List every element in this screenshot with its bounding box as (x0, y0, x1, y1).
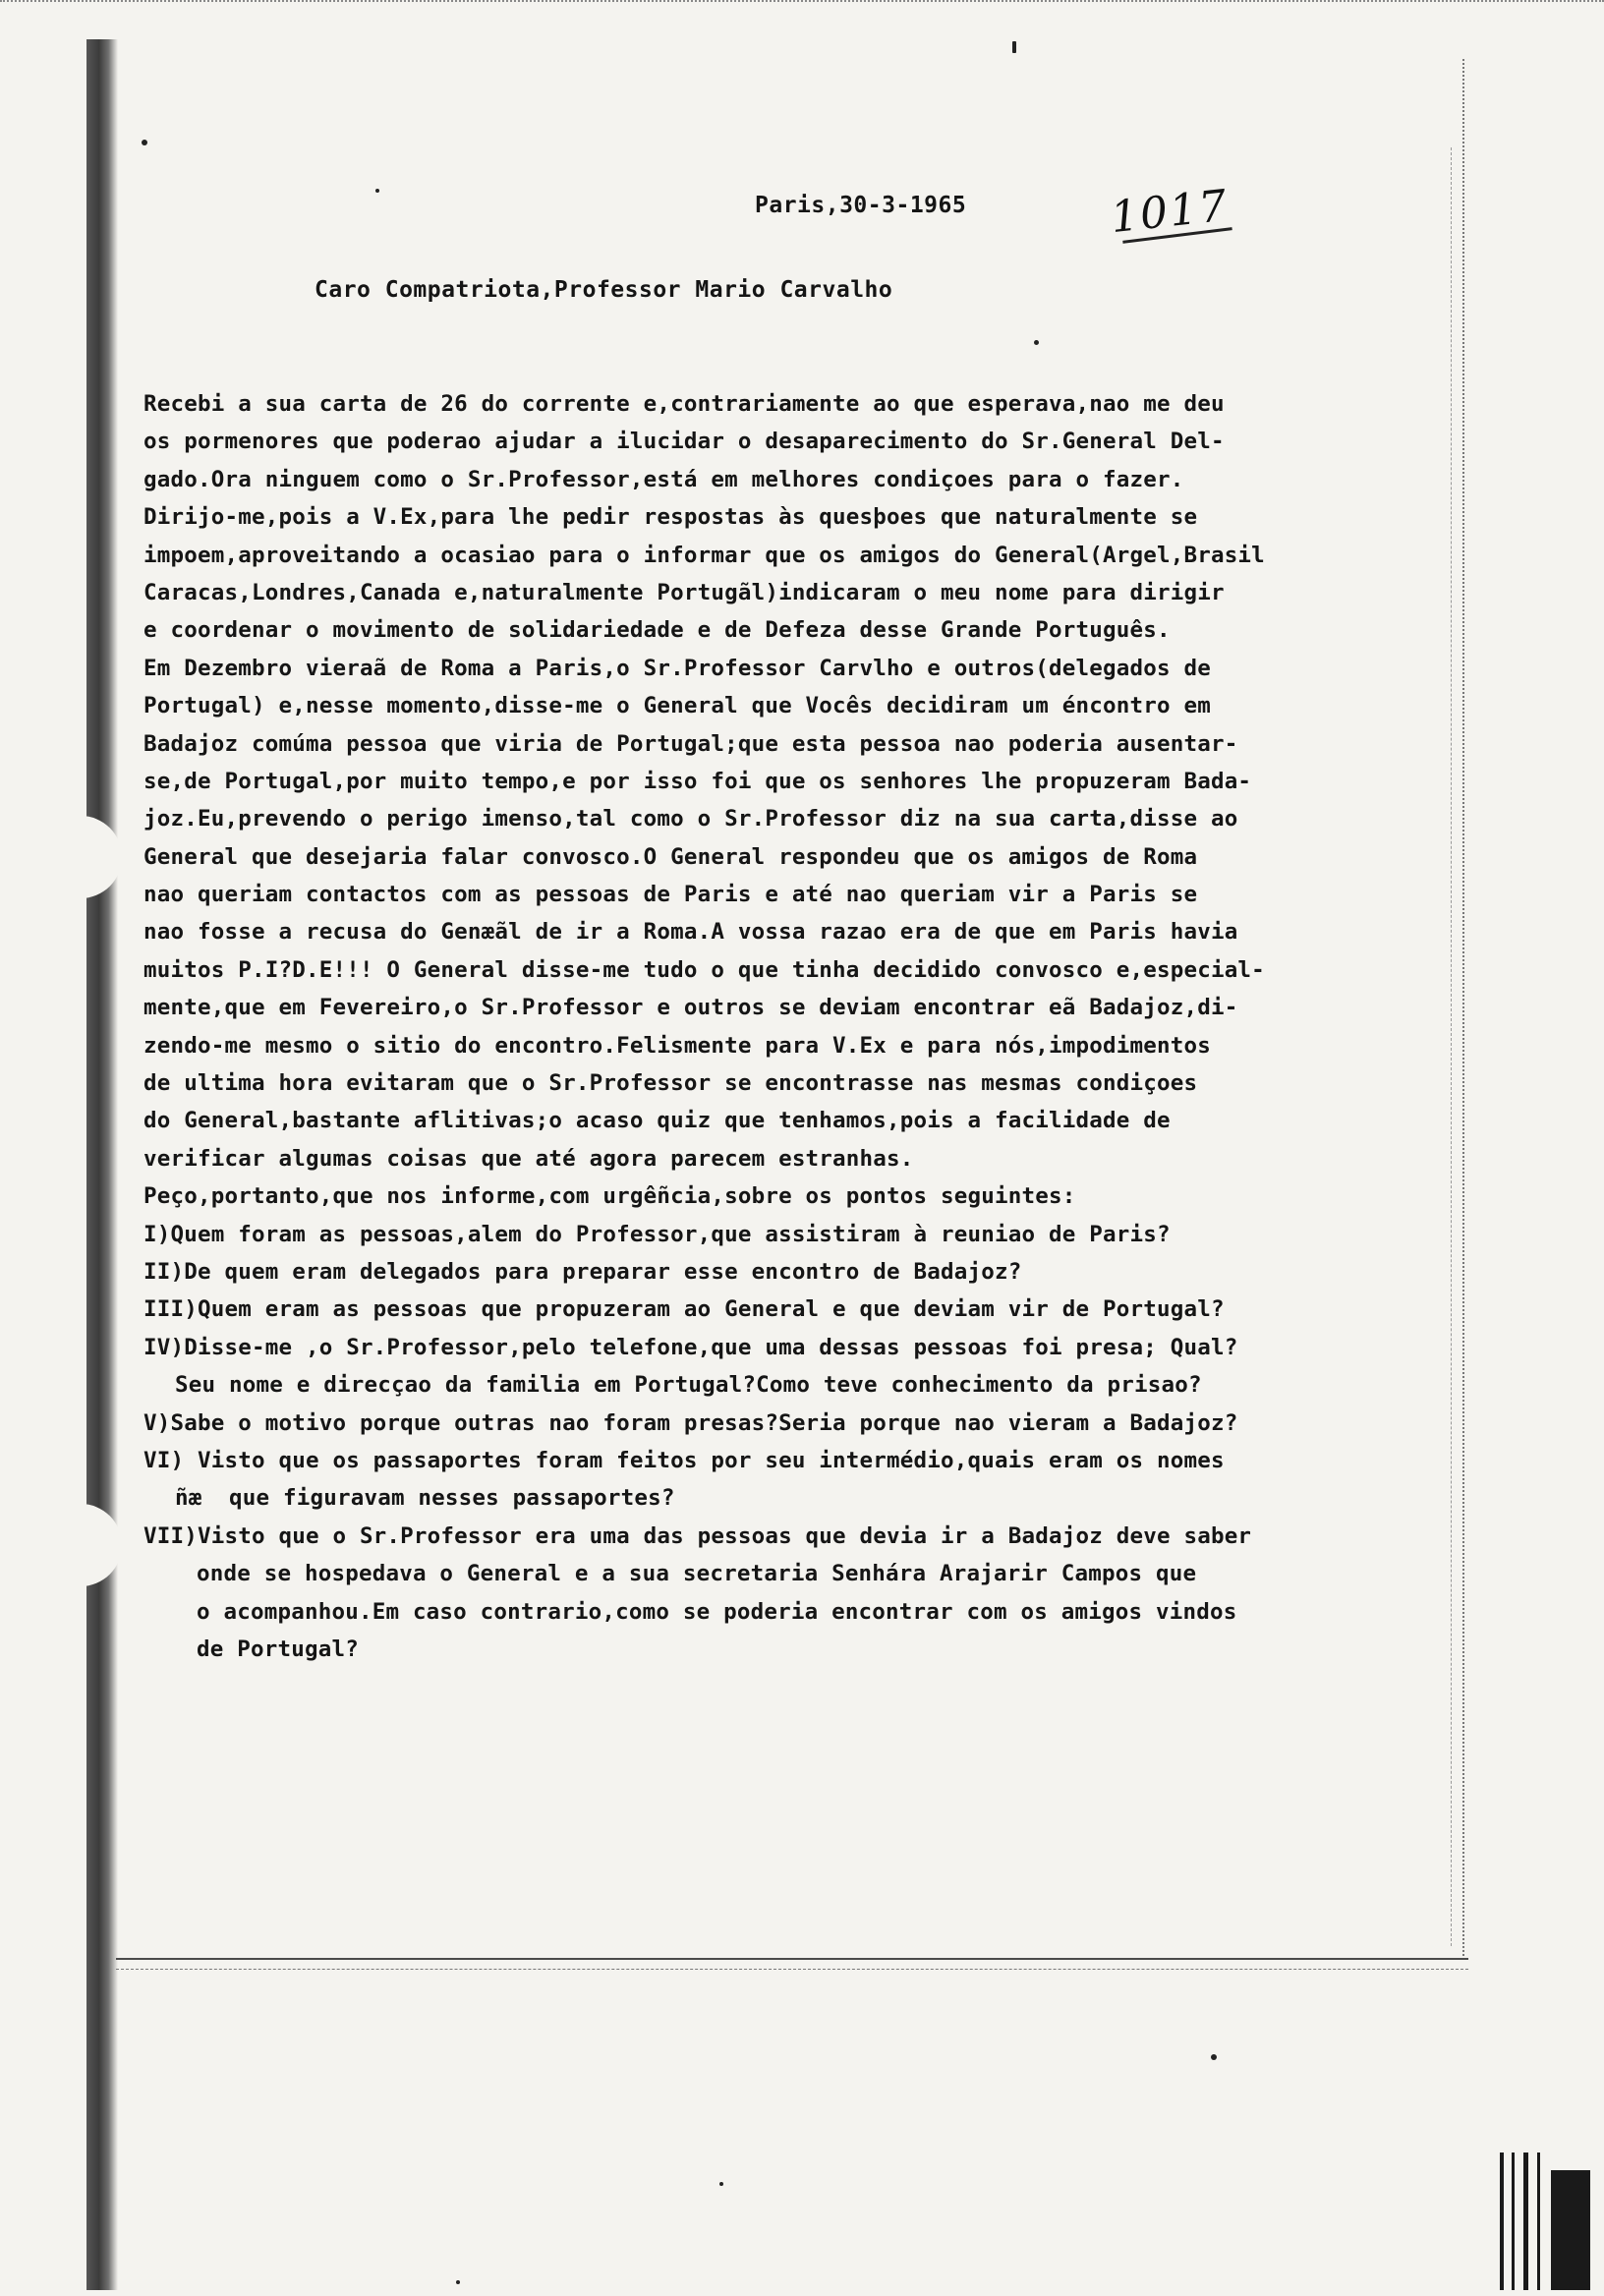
question-line: IV)Disse-me ,o Sr.Professor,pelo telefone,que uma dessas pessoas foi presa; Qual? (143, 1334, 1238, 1360)
letter-date: Paris,30-3-1965 (755, 193, 967, 218)
body-line: Badajoz comúma pessoa que viria de Portugal;que esta pessoa nao poderia ausentar- (143, 730, 1238, 757)
body-line: os pormenores que poderao ajudar a ilucidar o desaparecimento do Sr.General Del- (143, 429, 1225, 455)
body-line: joz.Eu,prevendo o perigo imenso,tal como o Sr.Professor diz na sua carta,disse ao (143, 806, 1238, 832)
body-line: impoem,aproveitando a ocasiao para o informar que os amigos do General(Argel,Brasil (143, 542, 1265, 568)
question-line: ñæ que figuravam nesses passaportes? (175, 1485, 675, 1512)
questions-list (143, 1216, 1461, 1669)
bottom-rule-dashed (116, 1969, 1468, 1970)
body-line: nao fosse a recusa do Genæãl de ir a Roma.A vossa razao era de que em Paris havia (143, 919, 1238, 946)
body-line: Recebi a sua carta de 26 do corrente e,contrariamente ao que esperava,nao me deu (143, 391, 1225, 417)
salutation: Caro Compatriota,Professor Mario Carvalho (315, 277, 893, 303)
body-line: Em Dezembro vieraã de Roma a Paris,o Sr.Professor Carvlho e outros(delegados de (143, 655, 1211, 681)
question-line: onde se hospedava o General e a sua secretaria Senhára Arajarir Campos que (197, 1561, 1197, 1587)
question-line: o acompanhou.Em caso contrario,como se poderia encontrar com os amigos vindos (197, 1598, 1237, 1625)
bottom-rule (116, 1958, 1468, 1960)
scan-top-edge (0, 0, 1604, 2)
body-line: Peço,portanto,que nos informe,com urgêñcia,sobre os pontos seguintes: (143, 1183, 1076, 1210)
letter-body (143, 385, 1461, 1668)
body-line: e coordenar o movimento de solidariedade e de Defeza desse Grande Português. (143, 617, 1171, 644)
body-line: Portugal) e,nesse momento,disse-me o General que Vocês decidiram um éncontro em (143, 693, 1211, 719)
body-line: General que desejaria falar convosco.O General respondeu que os amigos de Roma (143, 843, 1198, 870)
scan-right-edge (1462, 59, 1466, 1956)
question-line: I)Quem foram as pessoas,alem do Professor,que assistiram à reuniao de Paris? (143, 1221, 1171, 1247)
scan-corner-marks (1494, 2152, 1592, 2290)
question-line: VI) Visto que os passaportes foram feitos por seu intermédio,quais eram os nomes (143, 1447, 1225, 1473)
question-line: II)De quem eram delegados para preparar esse encontro de Badajoz? (143, 1258, 1022, 1285)
question-line: de Portugal? (197, 1636, 359, 1662)
body-line: de ultima hora evitaram que o Sr.Professor se encontrasse nas mesmas condiçoes (143, 1070, 1198, 1097)
handwritten-archive-number: 1017 (1108, 180, 1232, 244)
body-line: do General,bastante aflitivas;o acaso quiz que tenhamos,pois a facilidade de (143, 1108, 1171, 1134)
question-line: Seu nome e direcçao da familia em Portugal?Como teve conhecimento da prisao? (175, 1372, 1202, 1399)
body-line: muitos P.I?D.E!!! O General disse-me tudo o que tinha decidido convosco e,especial- (143, 956, 1265, 983)
body-paragraph (143, 385, 1461, 1216)
body-line: mente,que em Fevereiro,o Sr.Professor e outros se deviam encontrar eã Badajoz,di- (143, 995, 1238, 1021)
question-line: V)Sabe o motivo porque outras nao foram presas?Seria porque nao vieram a Badajoz? (143, 1409, 1238, 1436)
scan-left-binding-edge (86, 39, 118, 2290)
question-line: III)Quem eram as pessoas que propuzeram ao General e que deviam vir de Portugal? (143, 1296, 1225, 1323)
body-line: Caracas,Londres,Canada e,naturalmente Portugãl)indicaram o meu nome para dirigir (143, 579, 1225, 605)
body-line: zendo-me mesmo o sitio do encontro.Felismente para V.Ex e para nós,impodimentos (143, 1032, 1211, 1059)
question-line: VII)Visto que o Sr.Professor era uma das pessoas que devia ir a Badajoz deve saber (143, 1522, 1252, 1549)
body-line: gado.Ora ninguem como o Sr.Professor,está em melhores condiçoes para o fazer. (143, 466, 1184, 492)
body-line: verificar algumas coisas que até agora parecem estranhas. (143, 1145, 914, 1172)
body-line: se,de Portugal,por muito tempo,e por isso foi que os senhores lhe propuzeram Bada- (143, 768, 1252, 794)
body-line: Dirijo-me,pois a V.Ex,para lhe pedir respostas às quesþoes que naturalmente se (143, 504, 1198, 531)
body-line: nao queriam contactos com as pessoas de Paris e até nao queriam vir a Paris se (143, 882, 1198, 908)
